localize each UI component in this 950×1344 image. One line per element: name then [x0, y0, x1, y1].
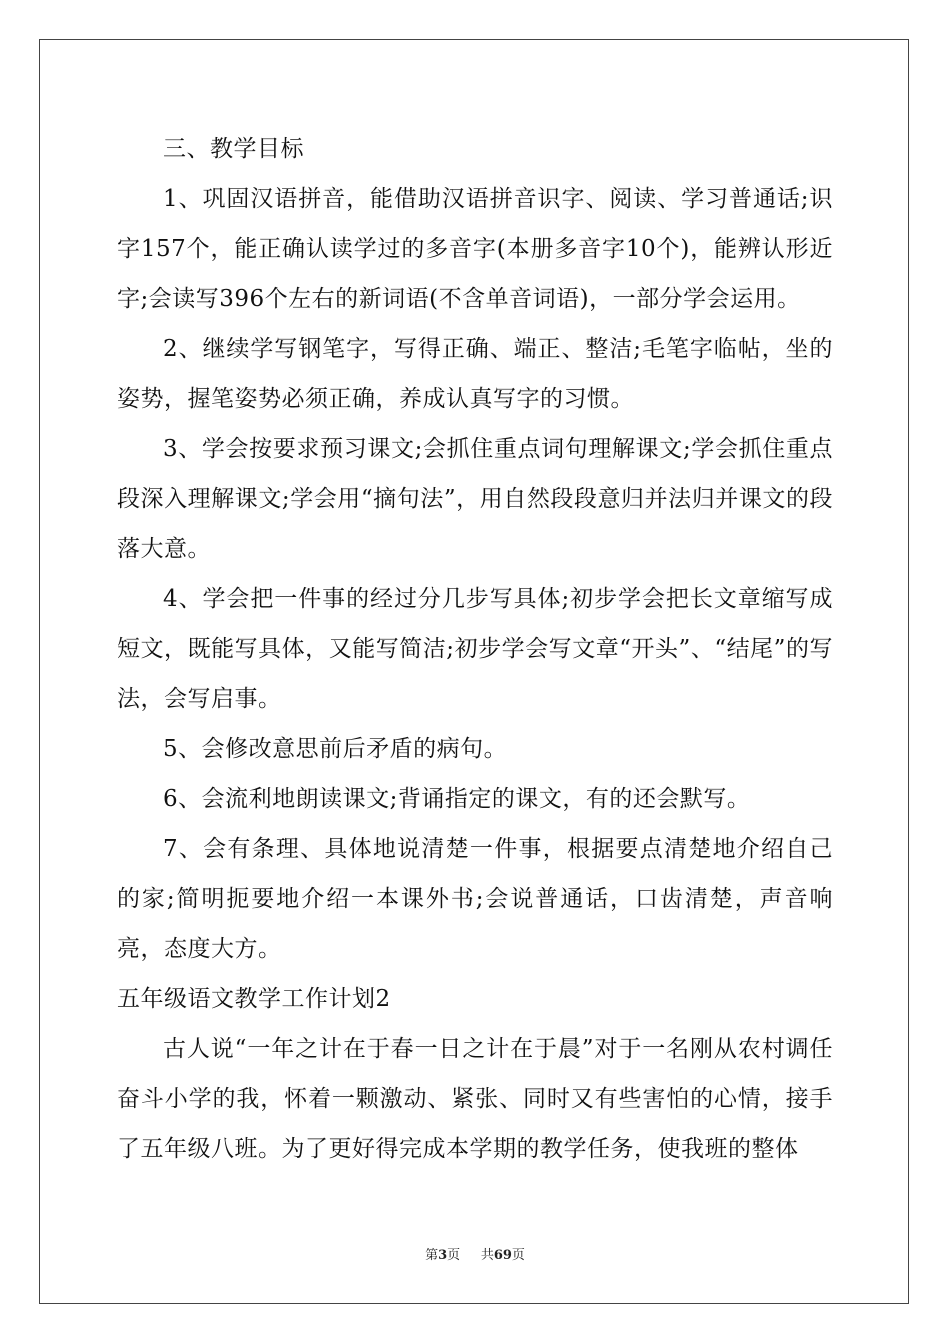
objective-paragraph-6: 6、会流利地朗读课文;背诵指定的课文，有的还会默写。	[163, 786, 751, 812]
document-title-2: 五年级语文教学工作计划2	[117, 986, 391, 1012]
objective-paragraph-5: 5、会修改意思前后矛盾的病句。	[163, 736, 508, 762]
objective-paragraph-7: 7、会有条理、具体地说清楚一件事，根据要点清楚地介绍自己的家;简明扼要地介绍一本课外书;会说普通话，口齿清楚，声音响亮，态度大方。	[117, 836, 833, 962]
objective-paragraph-1: 1、巩固汉语拼音，能借助汉语拼音识字、阅读、学习普通话;识字157个，能正确认读学过的多音字(本册多音字10个)，能辨认形近字;会读写396个左右的新词语(不含单音词语)，一部分学会运用。	[117, 186, 833, 312]
page-suffix: 页	[447, 1248, 461, 1263]
total-suffix: 页	[511, 1248, 525, 1263]
page-footer	[0, 1244, 950, 1263]
document-body	[117, 124, 833, 1174]
intro-paragraph: 古人说“一年之计在于春一日之计在于晨”对于一名刚从农村调任奋斗小学的我，怀着一颗激动、紧张、同时又有些害怕的心情，接手了五年级八班。为了更好得完成本学期的教学任务，使我班的整体	[117, 1036, 833, 1162]
objective-paragraph-4: 4、学会把一件事的经过分几步写具体;初步学会把长文章缩写成短文，既能写具体，又能写简洁;初步学会写文章“开头”、“结尾”的写法，会写启事。	[117, 586, 833, 712]
objective-paragraph-3: 3、学会按要求预习课文;会抓住重点词句理解课文;学会抓住重点段深入理解课文;学会用“摘句法”，用自然段段意归并法归并课文的段落大意。	[117, 436, 833, 562]
page-number: 3	[438, 1248, 448, 1263]
section-heading: 三、教学目标	[163, 136, 304, 162]
page-prefix: 第	[425, 1248, 439, 1263]
total-prefix: 共	[480, 1248, 494, 1263]
objective-paragraph-2: 2、继续学写钢笔字，写得正确、端正、整洁;毛笔字临帖，坐的姿势，握笔姿势必须正确，养成认真写字的习惯。	[117, 336, 833, 412]
total-pages: 69	[493, 1248, 512, 1263]
